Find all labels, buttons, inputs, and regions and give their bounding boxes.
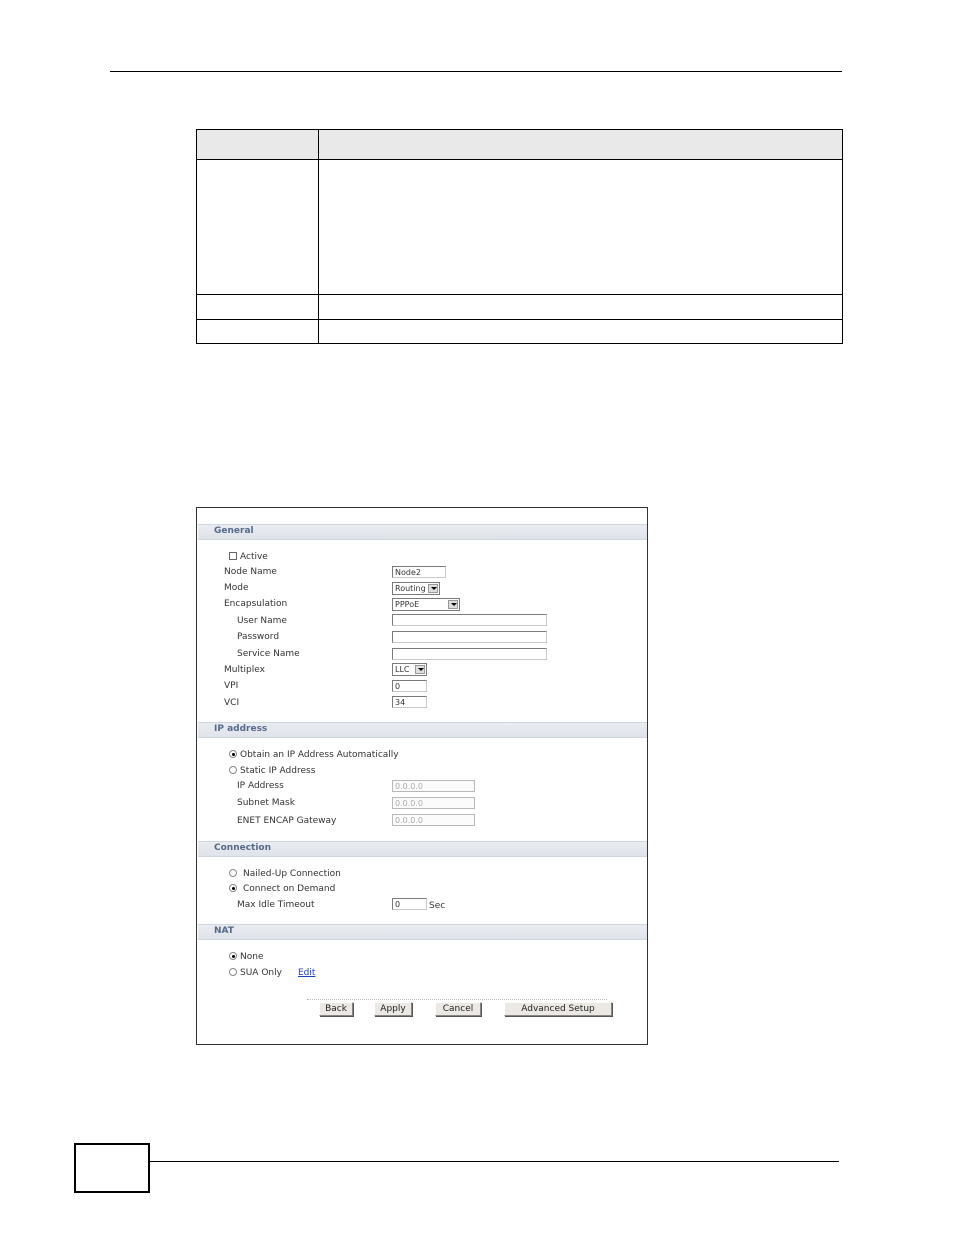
encapsulation-select[interactable] xyxy=(392,598,460,611)
node-name-label: Node Name xyxy=(224,567,277,577)
table-cell xyxy=(197,130,319,160)
nat-sua-only-label: SUA Only xyxy=(240,968,282,978)
idle-unit-label: Sec xyxy=(429,901,446,911)
obtain-ip-label: Obtain an IP Address Automatically xyxy=(240,750,399,760)
vpi-input[interactable]: 0 xyxy=(392,680,427,692)
user-name-label: User Name xyxy=(237,616,287,626)
table-cell xyxy=(319,160,843,295)
chevron-down-icon xyxy=(448,600,458,609)
encapsulation-select-value: PPPoE xyxy=(395,600,420,609)
ip-address-section-title: IP address xyxy=(214,724,268,734)
wan-setup-screenshot xyxy=(196,507,648,1045)
ip-address-label: IP Address xyxy=(237,781,284,791)
gateway-input[interactable]: 0.0.0.0 xyxy=(392,814,475,826)
active-checkbox[interactable] xyxy=(229,552,237,560)
max-idle-timeout-input[interactable]: 0 xyxy=(392,898,427,910)
service-name-label: Service Name xyxy=(237,649,300,659)
gateway-label: ENET ENCAP Gateway xyxy=(237,816,337,826)
multiplex-select-value: LLC xyxy=(395,665,410,674)
vpi-label: VPI xyxy=(224,681,239,691)
header-rule xyxy=(110,71,842,72)
reference-table xyxy=(196,129,843,344)
multiplex-label: Multiplex xyxy=(224,665,265,675)
connect-on-demand-label: Connect on Demand xyxy=(243,884,336,894)
table-row xyxy=(197,295,843,320)
table-row xyxy=(197,320,843,344)
table-cell xyxy=(319,130,843,160)
nailed-up-radio[interactable] xyxy=(229,869,237,877)
table-cell xyxy=(319,320,843,344)
subnet-mask-label: Subnet Mask xyxy=(237,798,295,808)
footer-rule xyxy=(150,1161,839,1162)
node-name-input[interactable]: Node2 xyxy=(392,566,446,578)
table-cell xyxy=(197,320,319,344)
mode-select[interactable] xyxy=(392,582,440,595)
button-bar-divider xyxy=(307,999,607,1001)
chevron-down-icon xyxy=(428,584,438,593)
service-name-input[interactable] xyxy=(392,648,547,660)
table-header-row xyxy=(197,130,843,160)
nat-section-title: NAT xyxy=(214,926,234,936)
connection-section-header xyxy=(198,841,647,857)
obtain-ip-radio[interactable] xyxy=(229,750,237,758)
general-section-header xyxy=(198,524,647,540)
nat-none-radio[interactable] xyxy=(229,952,237,960)
password-input[interactable] xyxy=(392,631,547,643)
nat-sua-only-radio[interactable] xyxy=(229,968,237,976)
static-ip-radio[interactable] xyxy=(229,766,237,774)
connect-on-demand-radio[interactable] xyxy=(229,884,237,892)
table-cell xyxy=(197,160,319,295)
active-label: Active xyxy=(240,552,268,562)
page-number-box xyxy=(74,1143,150,1193)
cancel-button[interactable]: Cancel xyxy=(435,1002,481,1016)
vci-label: VCI xyxy=(224,698,240,708)
chevron-down-icon xyxy=(415,665,425,674)
nat-none-label: None xyxy=(240,952,264,962)
multiplex-select[interactable] xyxy=(392,663,427,676)
user-name-input[interactable] xyxy=(392,614,547,626)
nat-edit-link[interactable]: Edit xyxy=(298,968,316,978)
mode-label: Mode xyxy=(224,583,249,593)
ip-address-section-header xyxy=(198,722,647,738)
table-cell xyxy=(197,295,319,320)
ip-address-input[interactable]: 0.0.0.0 xyxy=(392,780,475,792)
static-ip-label: Static IP Address xyxy=(240,766,316,776)
table-row xyxy=(197,160,843,295)
nailed-up-label: Nailed-Up Connection xyxy=(243,869,341,879)
connection-section-title: Connection xyxy=(214,843,272,853)
advanced-setup-button[interactable]: Advanced Setup xyxy=(504,1002,612,1016)
general-section-title: General xyxy=(214,526,254,536)
encapsulation-label: Encapsulation xyxy=(224,599,288,609)
mode-select-value: Routing xyxy=(395,584,426,593)
vci-input[interactable]: 34 xyxy=(392,696,427,708)
subnet-mask-input[interactable]: 0.0.0.0 xyxy=(392,797,475,809)
table-cell xyxy=(319,295,843,320)
apply-button[interactable]: Apply xyxy=(374,1002,412,1016)
back-button[interactable]: Back xyxy=(319,1002,353,1016)
max-idle-timeout-label: Max Idle Timeout xyxy=(237,900,315,910)
nat-section-header xyxy=(198,924,647,940)
password-label: Password xyxy=(237,632,280,642)
